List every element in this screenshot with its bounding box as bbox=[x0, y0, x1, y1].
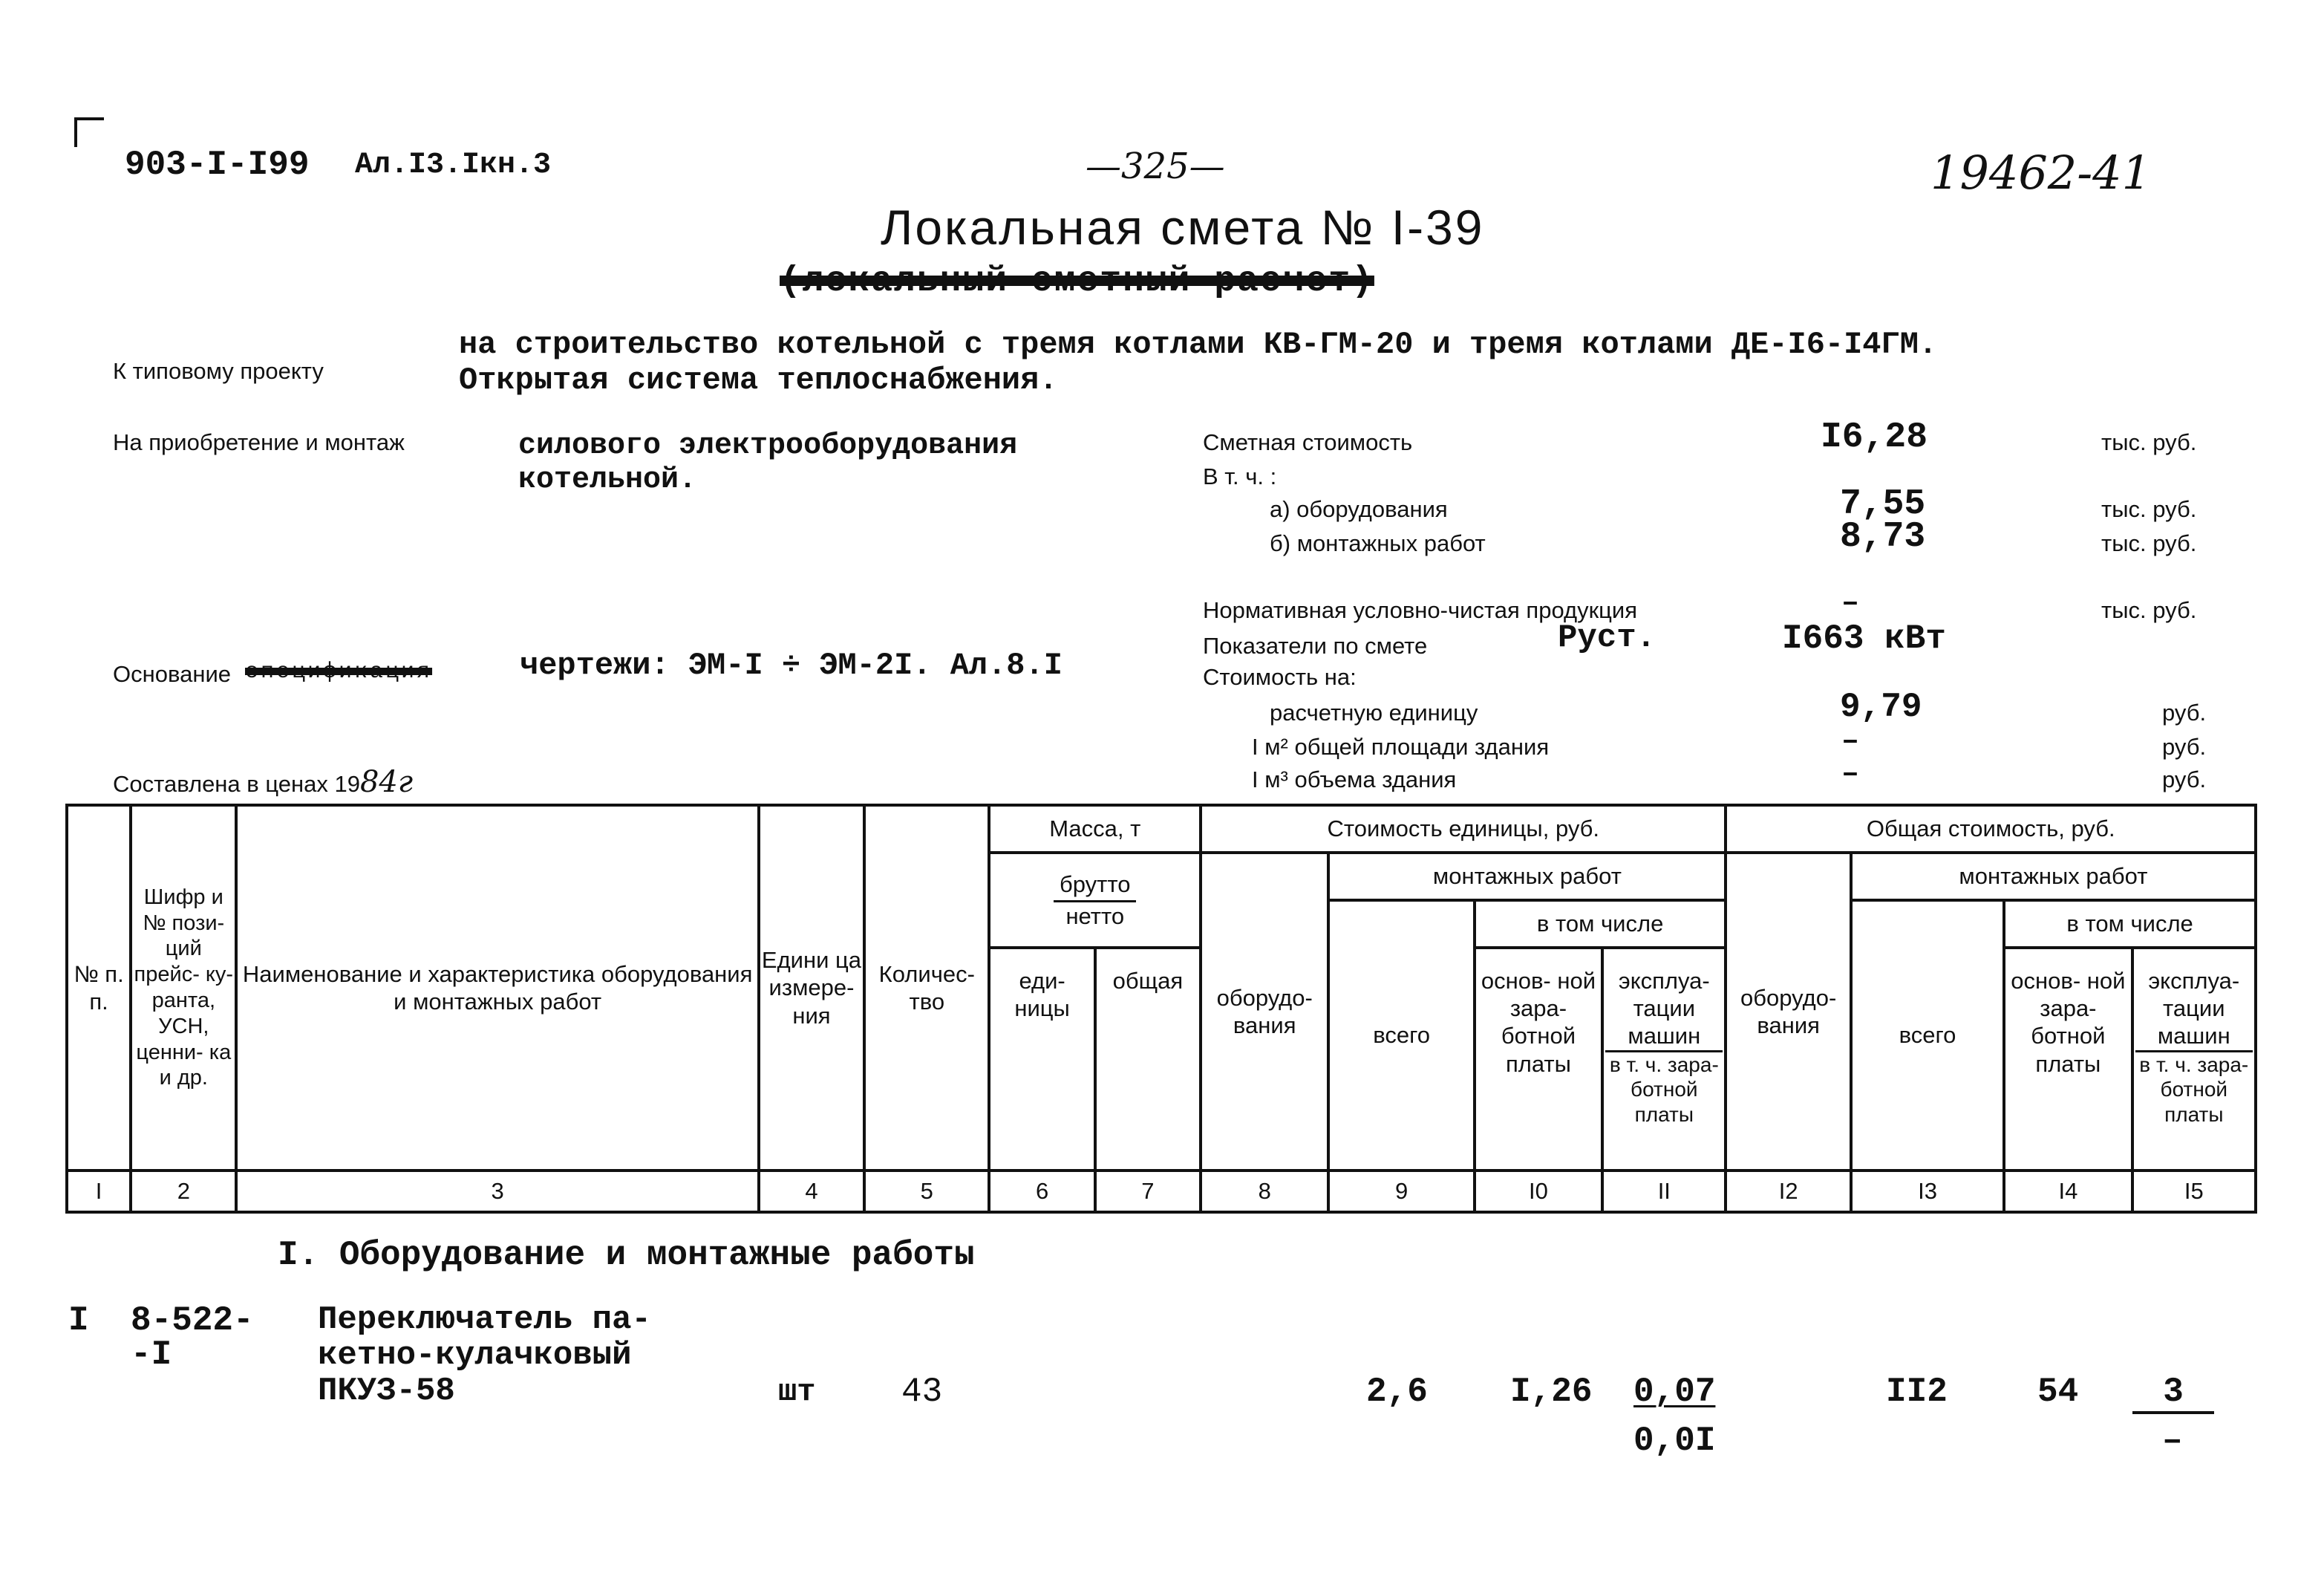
install-cost-label: б) монтажных работ bbox=[1270, 530, 1486, 556]
basis-struck: спецификация bbox=[245, 660, 433, 685]
normative-output-label: Нормативная условно-чистая продукция bbox=[1203, 597, 1638, 623]
doc-code: 903-I-I99 bbox=[125, 146, 310, 184]
column-number: 2 bbox=[131, 1171, 236, 1212]
equipment-unit-header: оборудо- вания bbox=[1201, 853, 1328, 1171]
install-total-all-header: всего bbox=[1851, 900, 2004, 1171]
including-label: В т. ч. : bbox=[1203, 463, 1277, 489]
section-title: I. Оборудование и монтажные работы bbox=[278, 1236, 975, 1274]
machines-unit-header: эксплуа- тации машин в т. ч. зара- ботной платы bbox=[1602, 948, 1726, 1171]
unit-cost-value: 9,79 bbox=[1840, 688, 1922, 726]
area-cost-value: – bbox=[1841, 725, 1860, 758]
equipment-total-header: оборудо- вания bbox=[1726, 853, 1850, 1171]
col-num-header: № п. п. bbox=[67, 805, 131, 1171]
struck-subtitle: (локальный сметный расчет) bbox=[780, 261, 1374, 302]
col-code-header: Шифр и № пози- ций прейс- ку- ранта, УСН, ценни- ка и др. bbox=[131, 805, 236, 1171]
mass-header: Масса, т bbox=[989, 805, 1201, 853]
row-equipment-unit-cost: 2,6 bbox=[1366, 1373, 1428, 1411]
area-cost-unit: руб. bbox=[2162, 734, 2207, 760]
install-cost-unit: тыс. руб. bbox=[2101, 530, 2197, 556]
row-name-line-2: кетно-кулачковый bbox=[318, 1337, 632, 1374]
normative-output-value: – bbox=[1841, 587, 1860, 620]
total-cost-header: Общая стоимость, руб. bbox=[1726, 805, 2256, 853]
row-code-line-1: 8-522- bbox=[131, 1301, 254, 1340]
base-wage-unit-header: основ- ной зара- ботной платы bbox=[1475, 948, 1602, 1171]
estimate-table-header bbox=[65, 804, 2257, 1214]
column-number: II bbox=[1602, 1171, 1726, 1212]
column-number: 5 bbox=[864, 1171, 989, 1212]
row-install-unit-total: I,26 bbox=[1510, 1373, 1593, 1411]
column-number: 6 bbox=[989, 1171, 1094, 1212]
row-install-total-sum: 54 bbox=[2037, 1373, 2079, 1411]
col-qty-header: Количес- тво bbox=[864, 805, 989, 1171]
row-quantity: 43 bbox=[901, 1373, 943, 1411]
equipment-cost-label: а) оборудования bbox=[1270, 496, 1448, 522]
column-number: 3 bbox=[236, 1171, 758, 1212]
basis-value: чертежи: ЭМ-I ÷ ЭМ-2I. Ал.8.I bbox=[520, 648, 1063, 683]
volume-cost-unit: руб. bbox=[2162, 766, 2207, 792]
install-total-incl-header: в том числе bbox=[2004, 900, 2256, 948]
project-label: К типовому проекту bbox=[113, 358, 324, 384]
row-unit: шт bbox=[778, 1374, 816, 1410]
indicators-label: Показатели по смете bbox=[1203, 633, 1428, 659]
column-number: I4 bbox=[2004, 1171, 2132, 1212]
row-machines-total-bottom: – bbox=[2162, 1422, 2183, 1460]
estimate-cost-value: I6,28 bbox=[1821, 417, 1928, 458]
install-total-header: монтажных работ bbox=[1851, 853, 2256, 900]
volume-cost-label: I м³ объема здания bbox=[1252, 766, 1457, 792]
column-number: 4 bbox=[759, 1171, 864, 1212]
column-number: I2 bbox=[1726, 1171, 1850, 1212]
estimate-cost-unit: тыс. руб. bbox=[2101, 429, 2197, 455]
mass-total-header: общая bbox=[1095, 948, 1201, 1171]
col-name-header: Наименование и характеристика оборудования и монтажных работ bbox=[236, 805, 758, 1171]
install-unit-header: монтажных работ bbox=[1328, 853, 1726, 900]
brutto-netto-header: брутто нетто bbox=[989, 853, 1201, 948]
unit-cost-header: Стоимость единицы, руб. bbox=[1201, 805, 1726, 853]
row-code-line-2: -I bbox=[131, 1335, 172, 1374]
normative-output-unit: тыс. руб. bbox=[2101, 597, 2197, 623]
row-machines-unit-top: 0,07 bbox=[1633, 1373, 1716, 1411]
column-number: I bbox=[67, 1171, 131, 1212]
corner-mark bbox=[74, 117, 104, 147]
page-number: —325— bbox=[1086, 146, 1225, 187]
area-cost-label: I м² общей площади здания bbox=[1252, 734, 1550, 760]
install-cost-value: 8,73 bbox=[1840, 517, 1926, 557]
inventory-number: 19462-41 bbox=[1930, 146, 2152, 200]
column-number: I0 bbox=[1475, 1171, 1602, 1212]
row-name-line-1: Переключатель па- bbox=[318, 1301, 651, 1338]
column-number: I3 bbox=[1851, 1171, 2004, 1212]
machines-total-header: эксплуа- тации машин в т. ч. зара- ботной платы bbox=[2132, 948, 2256, 1171]
purchase-line-1: силового электрооборудования bbox=[518, 429, 1018, 463]
page-title: Локальная смета № I-39 bbox=[881, 200, 1485, 255]
row-machines-unit-bottom: 0,0I bbox=[1633, 1422, 1716, 1460]
cost-per-label: Стоимость на: bbox=[1203, 664, 1357, 690]
purchase-label: На приобретение и монтаж bbox=[113, 429, 405, 455]
price-year: 84г bbox=[359, 765, 414, 799]
equipment-cost-value: 7,55 bbox=[1840, 484, 1926, 524]
estimate-cost-label: Сметная стоимость bbox=[1203, 429, 1413, 455]
column-number: 8 bbox=[1201, 1171, 1328, 1212]
row-name-line-3: ПКУЗ-58 bbox=[318, 1373, 455, 1410]
album-ref: Ал.I3.Iкн.3 bbox=[355, 149, 552, 182]
row-equipment-total: II2 bbox=[1886, 1373, 1948, 1411]
col-unit-header: Едини ца измере- ния bbox=[759, 805, 864, 1171]
indicator-name: Руст. bbox=[1558, 619, 1656, 657]
row-number: I bbox=[68, 1301, 89, 1340]
equipment-cost-unit: тыс. руб. bbox=[2101, 496, 2197, 522]
indicator-value: I663 кВт bbox=[1782, 619, 1946, 658]
column-number: I5 bbox=[2132, 1171, 2256, 1212]
basis-label: Основание bbox=[113, 661, 232, 687]
mass-unit-header: еди- ницы bbox=[989, 948, 1094, 1171]
install-unit-incl-header: в том числе bbox=[1475, 900, 1726, 948]
price-level-label: Составлена в ценах 1984г bbox=[113, 765, 414, 799]
column-number: 9 bbox=[1328, 1171, 1474, 1212]
base-wage-total-header: основ- ной зара- ботной платы bbox=[2004, 948, 2132, 1171]
column-numbers-row bbox=[67, 1171, 2256, 1212]
unit-cost-unit: руб. bbox=[2162, 700, 2207, 726]
install-unit-all-header: всего bbox=[1328, 900, 1474, 1171]
column-number: 7 bbox=[1095, 1171, 1201, 1212]
volume-cost-value: – bbox=[1841, 758, 1860, 791]
project-line-2: Открытая система теплоснабжения. bbox=[459, 362, 1058, 398]
project-line-1: на строительство котельной с тремя котлами КВ-ГМ-20 и тремя котлами ДЕ-I6-I4ГМ. bbox=[459, 327, 1938, 362]
purchase-line-2: котельной. bbox=[518, 463, 697, 497]
row-machines-total-top: 3 bbox=[2132, 1373, 2214, 1414]
unit-cost-label: расчетную единицу bbox=[1270, 700, 1478, 726]
